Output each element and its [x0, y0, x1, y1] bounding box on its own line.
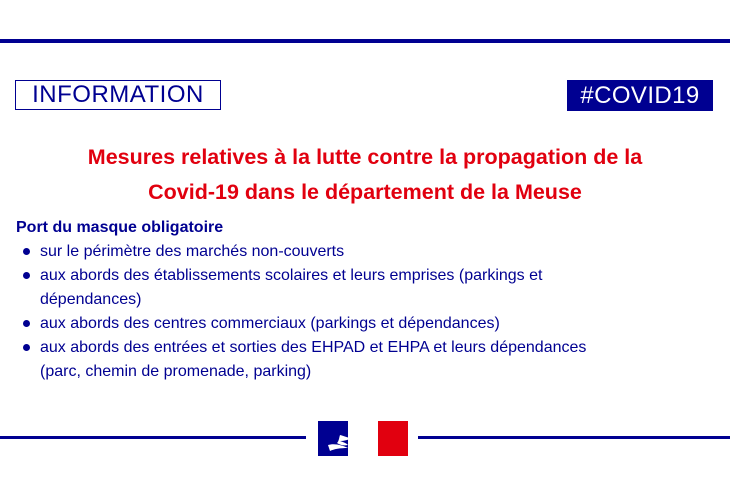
information-tag	[15, 80, 221, 110]
covid-hashtag-badge	[567, 80, 713, 111]
bullet-icon	[23, 248, 30, 255]
list-item-text-continued: dépendances)	[40, 291, 142, 308]
marianne-logo-icon	[318, 421, 408, 456]
bullet-icon	[23, 344, 30, 351]
top-divider	[0, 39, 730, 43]
covid-hashtag-label: #COVID19	[580, 81, 700, 109]
list-item	[16, 312, 716, 336]
list-item-text: aux abords des centres commerciaux (parkings et dépendances)	[40, 315, 500, 332]
bottom-divider-left	[0, 436, 306, 439]
page-title	[20, 140, 710, 210]
bullet-icon	[23, 320, 30, 327]
bullet-icon	[23, 272, 30, 279]
measures-list	[16, 240, 716, 384]
list-item	[16, 264, 716, 312]
page-title-line-2: Covid-19 dans le département de la Meuse	[148, 180, 582, 204]
list-item	[16, 240, 716, 264]
section-heading: Port du masque obligatoire	[16, 219, 224, 236]
list-item-text: aux abords des entrées et sorties des EHPAD et EHPA et leurs dépendances	[40, 339, 587, 356]
information-tag-label: INFORMATION	[32, 81, 204, 108]
page-title-line-1: Mesures relatives à la lutte contre la propagation de la	[87, 145, 643, 169]
list-item	[16, 336, 716, 384]
list-item-text: sur le périmètre des marchés non-couverts	[40, 243, 345, 260]
list-item-text: aux abords des établissements scolaires et leurs emprises (parkings et	[40, 267, 543, 284]
list-item-text-continued: (parc, chemin de promenade, parking)	[40, 363, 312, 380]
bottom-divider-right	[418, 436, 730, 439]
